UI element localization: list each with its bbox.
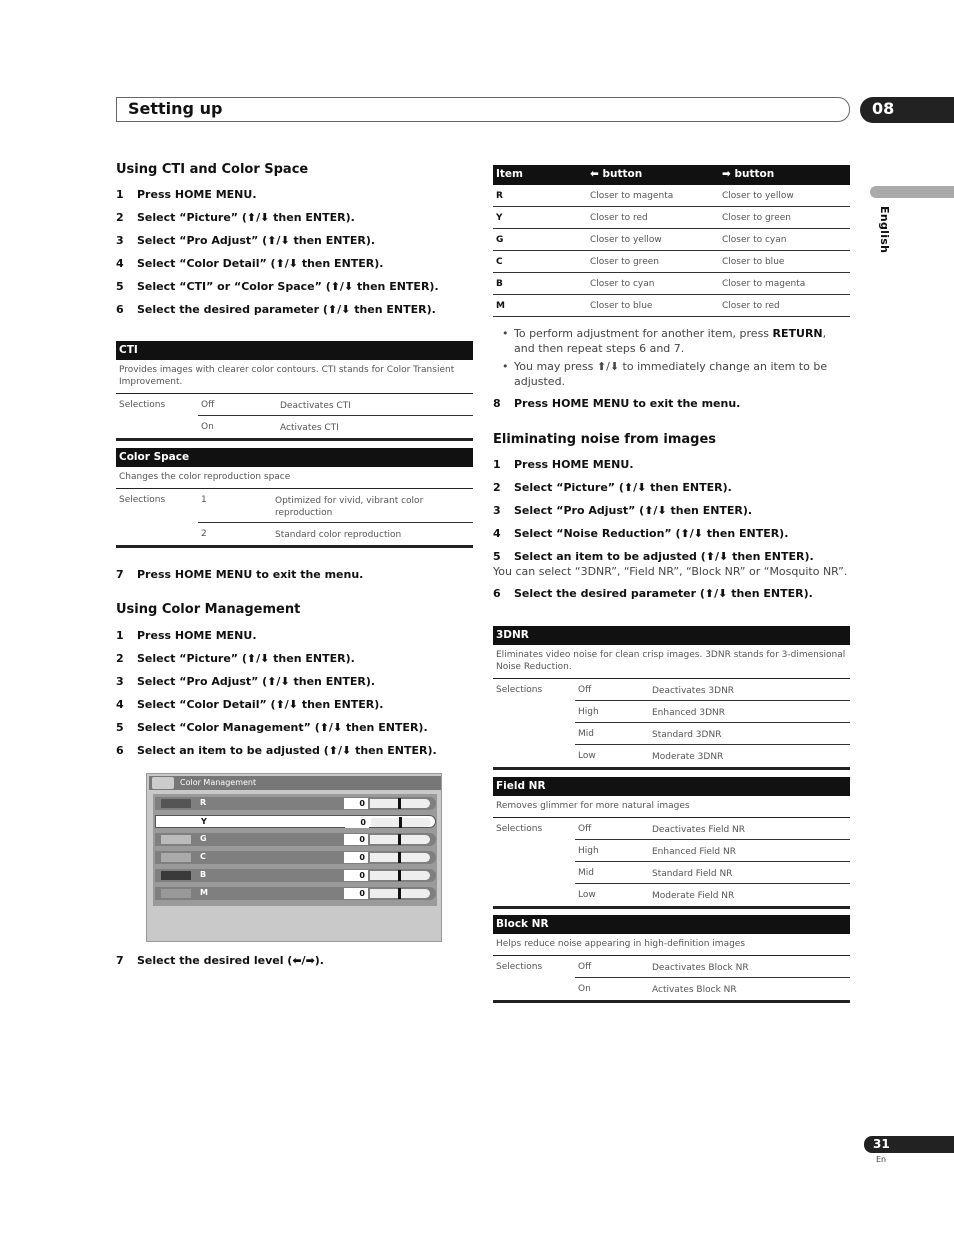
option-description: Enhanced Field NR [652, 847, 736, 857]
color-value: 0 [344, 798, 368, 809]
option-description: Standard color reproduction [275, 530, 402, 540]
field-nr-table [493, 777, 850, 909]
step-item [116, 675, 375, 688]
settings-icon [152, 777, 174, 789]
step-number: 2 [116, 211, 124, 224]
option-description: Standard 3DNR [652, 730, 722, 740]
option-value: On [201, 422, 214, 432]
option-value: High [578, 846, 599, 856]
step-item [116, 303, 436, 316]
color-space-table [116, 448, 473, 548]
color-swatch [161, 835, 191, 844]
step-item [116, 629, 257, 642]
3dnr-table [493, 626, 850, 770]
table-row [493, 745, 850, 767]
bullet-note-2: • You may press ⬆/⬇ to immediately change an item to be adjusted. [502, 360, 828, 388]
step-text: Select “Pro Adjust” (⬆/⬇ then ENTER). [514, 504, 753, 517]
step-item [116, 744, 437, 757]
option-description: Deactivates Block NR [652, 963, 749, 973]
step-item [116, 211, 355, 224]
slider-knob [398, 888, 401, 899]
color-swatch [161, 799, 191, 808]
page-number-badge [864, 1136, 954, 1153]
table-row [493, 818, 850, 840]
color-slider [370, 853, 430, 862]
color-row [155, 851, 436, 864]
right-button-effect: Closer to cyan [722, 235, 787, 245]
language-tab [870, 186, 954, 198]
option-description: Enhanced 3DNR [652, 708, 726, 718]
table-name: Block NR [493, 915, 850, 934]
selections-label: Selections [496, 962, 543, 972]
table-end-rule [493, 1000, 850, 1003]
block-nr-table [493, 915, 850, 1003]
step-item [493, 527, 788, 540]
color-slider [370, 871, 430, 880]
table-description: Eliminates video noise for clean crisp images. 3DNR stands for 3-dimensional Noise Reduction. [493, 645, 850, 679]
slider-knob [399, 817, 402, 828]
table-end-rule [493, 906, 850, 909]
cm-step-8: 8 Press HOME MENU to exit the menu. [493, 397, 741, 410]
color-label: B [200, 870, 207, 879]
left-button-effect: Closer to magenta [590, 191, 674, 201]
color-label: R [200, 798, 207, 807]
step-number: 2 [493, 481, 501, 494]
cm-screen-titlebar [149, 776, 441, 790]
color-label: Y [201, 817, 207, 826]
color-value: 0 [344, 870, 368, 881]
step-text: Select an item to be adjusted (⬆/⬇ then ENTER). [137, 744, 437, 757]
table-description: Removes glimmer for more natural images [493, 796, 850, 818]
item-table-header [493, 165, 850, 185]
option-value: Off [201, 400, 215, 410]
noise-step-6: 6 Select the desired parameter (⬆/⬇ then ENTER). [493, 587, 813, 600]
cm-screen-title: Color Management [180, 778, 257, 787]
color-row [155, 815, 436, 828]
option-description: Moderate Field NR [652, 891, 735, 901]
table-end-rule [116, 438, 473, 441]
table-row [493, 295, 850, 317]
item-key: R [496, 191, 503, 201]
step-number: 2 [116, 652, 124, 665]
table-row [493, 884, 850, 906]
step-text: Select “Pro Adjust” (⬆/⬇ then ENTER). [137, 675, 376, 688]
color-label: C [200, 852, 206, 861]
table-row [493, 956, 850, 978]
color-slider [370, 889, 430, 898]
section-title-noise: Eliminating noise from images [493, 432, 717, 447]
page-number: 31 [873, 1137, 890, 1151]
step-item [116, 257, 383, 270]
option-value: 1 [201, 495, 207, 505]
step-text: Select “Picture” (⬆/⬇ then ENTER). [137, 652, 355, 665]
step-text: Select “Picture” (⬆/⬇ then ENTER). [137, 211, 355, 224]
noise-note: You can select “3DNR”, “Field NR”, “Block NR” or “Mosquito NR”. [493, 565, 848, 578]
section-title-color-management: Using Color Management [116, 602, 301, 617]
option-value: 2 [201, 529, 207, 539]
step-item [116, 721, 428, 734]
option-value: Off [578, 962, 592, 972]
item-key: Y [496, 213, 503, 223]
item-key: B [496, 279, 503, 289]
color-value: 0 [344, 834, 368, 845]
step-text: Select “Noise Reduction” (⬆/⬇ then ENTER). [514, 527, 789, 540]
color-label: G [200, 834, 207, 843]
step-number: 4 [116, 257, 124, 270]
table-row [493, 978, 850, 1000]
step-number: 1 [116, 188, 124, 201]
selections-label: Selections [496, 824, 543, 834]
option-value: Mid [578, 729, 594, 739]
table-row [116, 489, 473, 523]
color-label: M [200, 888, 208, 897]
col-header-right-button: ➡ button [722, 168, 775, 180]
option-value: Mid [578, 868, 594, 878]
table-end-rule [493, 767, 850, 770]
slider-knob [398, 798, 401, 809]
step-item [116, 280, 439, 293]
color-value: 0 [345, 817, 369, 828]
option-description: Moderate 3DNR [652, 752, 724, 762]
color-row [155, 887, 436, 900]
step-text: Select “CTI” or “Color Space” (⬆/⬇ then ENTER). [137, 280, 439, 293]
option-description: Deactivates CTI [280, 401, 351, 411]
step-item [116, 234, 375, 247]
right-button-effect: Closer to blue [722, 257, 785, 267]
item-table [493, 165, 850, 317]
option-value: High [578, 707, 599, 717]
step-item [116, 188, 257, 201]
step-text: Press HOME MENU. [137, 188, 257, 201]
left-button-effect: Closer to cyan [590, 279, 655, 289]
col-header-left-button: ⬅ button [590, 168, 643, 180]
table-row [493, 701, 850, 723]
option-value: Low [578, 751, 596, 761]
step-number: 3 [493, 504, 501, 517]
step-item [493, 504, 752, 517]
color-row [155, 869, 436, 882]
step-text: Select the desired parameter (⬆/⬇ then ENTER). [137, 303, 436, 316]
step-item [493, 458, 634, 471]
chapter-number: 08 [872, 99, 895, 118]
left-button-effect: Closer to blue [590, 301, 653, 311]
step-item [493, 481, 732, 494]
color-swatch [162, 818, 192, 827]
table-row [493, 185, 850, 207]
table-row [493, 862, 850, 884]
item-key: M [496, 301, 505, 311]
step-text: Select “Pro Adjust” (⬆/⬇ then ENTER). [137, 234, 376, 247]
table-row [493, 273, 850, 295]
color-slider [370, 835, 430, 844]
slider-knob [398, 834, 401, 845]
option-description: Deactivates Field NR [652, 825, 746, 835]
step-number: 4 [116, 698, 124, 711]
step-number: 6 [116, 744, 124, 757]
selections-label: Selections [119, 400, 166, 410]
right-button-effect: Closer to red [722, 301, 780, 311]
color-row [155, 797, 436, 810]
bullet-note-1: • To perform adjustment for another item, press RETURN, and then repeat steps 6 and 7. [502, 327, 827, 355]
color-swatch [161, 889, 191, 898]
option-description: Deactivates 3DNR [652, 686, 735, 696]
color-value: 0 [344, 888, 368, 899]
step-number: 6 [116, 303, 124, 316]
table-description: Provides images with clearer color contours. CTI stands for Color Transient Improvement. [116, 360, 473, 394]
table-name: Color Space [116, 448, 473, 467]
col-header-item: Item [496, 168, 523, 180]
step-number: 3 [116, 675, 124, 688]
table-end-rule [116, 545, 473, 548]
step-number: 3 [116, 234, 124, 247]
option-description: Optimized for vivid, vibrant color reproduction [275, 496, 424, 518]
left-button-effect: Closer to green [590, 257, 659, 267]
color-slider [370, 799, 430, 808]
table-row [493, 207, 850, 229]
step-number: 5 [116, 721, 124, 734]
chapter-badge [860, 97, 954, 123]
color-swatch [161, 853, 191, 862]
step-number: 5 [493, 550, 501, 563]
color-value: 0 [344, 852, 368, 863]
step-number: 1 [493, 458, 501, 471]
right-button-effect: Closer to magenta [722, 279, 806, 289]
option-value: Off [578, 685, 592, 695]
slider-knob [398, 870, 401, 881]
option-value: Off [578, 824, 592, 834]
option-description: Activates CTI [280, 423, 339, 433]
step-number: 1 [116, 629, 124, 642]
table-name: 3DNR [493, 626, 850, 645]
table-row [493, 679, 850, 701]
color-slider [371, 818, 431, 827]
table-row [493, 840, 850, 862]
table-row [116, 394, 473, 416]
table-description: Helps reduce noise appearing in high-definition images [493, 934, 850, 956]
item-key: G [496, 235, 504, 245]
color-swatch [161, 871, 191, 880]
step-item [116, 652, 355, 665]
slider-knob [398, 852, 401, 863]
cti-table [116, 341, 473, 441]
color-management-screen [146, 773, 442, 942]
section-title-cti: Using CTI and Color Space [116, 162, 309, 177]
table-row [493, 229, 850, 251]
step-text: Select “Color Detail” (⬆/⬇ then ENTER). [137, 257, 384, 270]
step-item [493, 550, 814, 563]
selections-label: Selections [119, 495, 166, 505]
table-row [116, 523, 473, 545]
step-text: Press HOME MENU. [514, 458, 634, 471]
left-button-effect: Closer to red [590, 213, 648, 223]
option-value: On [578, 984, 591, 994]
table-row [493, 723, 850, 745]
selections-label: Selections [496, 685, 543, 695]
page-title: Setting up [128, 99, 223, 118]
option-description: Activates Block NR [652, 985, 737, 995]
right-button-effect: Closer to green [722, 213, 791, 223]
table-description: Changes the color reproduction space [116, 467, 473, 489]
option-description: Standard Field NR [652, 869, 733, 879]
header-bar [116, 97, 850, 122]
step-text: Select an item to be adjusted (⬆/⬇ then ENTER). [514, 550, 814, 563]
language-label: English [878, 206, 891, 254]
step-text: Select “Picture” (⬆/⬇ then ENTER). [514, 481, 732, 494]
table-row [116, 416, 473, 438]
left-button-effect: Closer to yellow [590, 235, 662, 245]
cm-step-7: 7 Select the desired level (⬅/➡). [116, 954, 324, 967]
step-text: Select “Color Detail” (⬆/⬇ then ENTER). [137, 698, 384, 711]
color-row [155, 833, 436, 846]
cti-step-7: 7 Press HOME MENU to exit the menu. [116, 568, 364, 581]
step-text: Press HOME MENU. [137, 629, 257, 642]
option-value: Low [578, 890, 596, 900]
step-number: 4 [493, 527, 501, 540]
page-lang-code: En [876, 1155, 887, 1164]
table-name: Field NR [493, 777, 850, 796]
right-button-effect: Closer to yellow [722, 191, 794, 201]
item-key: C [496, 257, 503, 267]
step-item [116, 698, 383, 711]
table-name: CTI [116, 341, 473, 360]
step-text: Select “Color Management” (⬆/⬇ then ENTER). [137, 721, 428, 734]
step-number: 5 [116, 280, 124, 293]
table-row [493, 251, 850, 273]
